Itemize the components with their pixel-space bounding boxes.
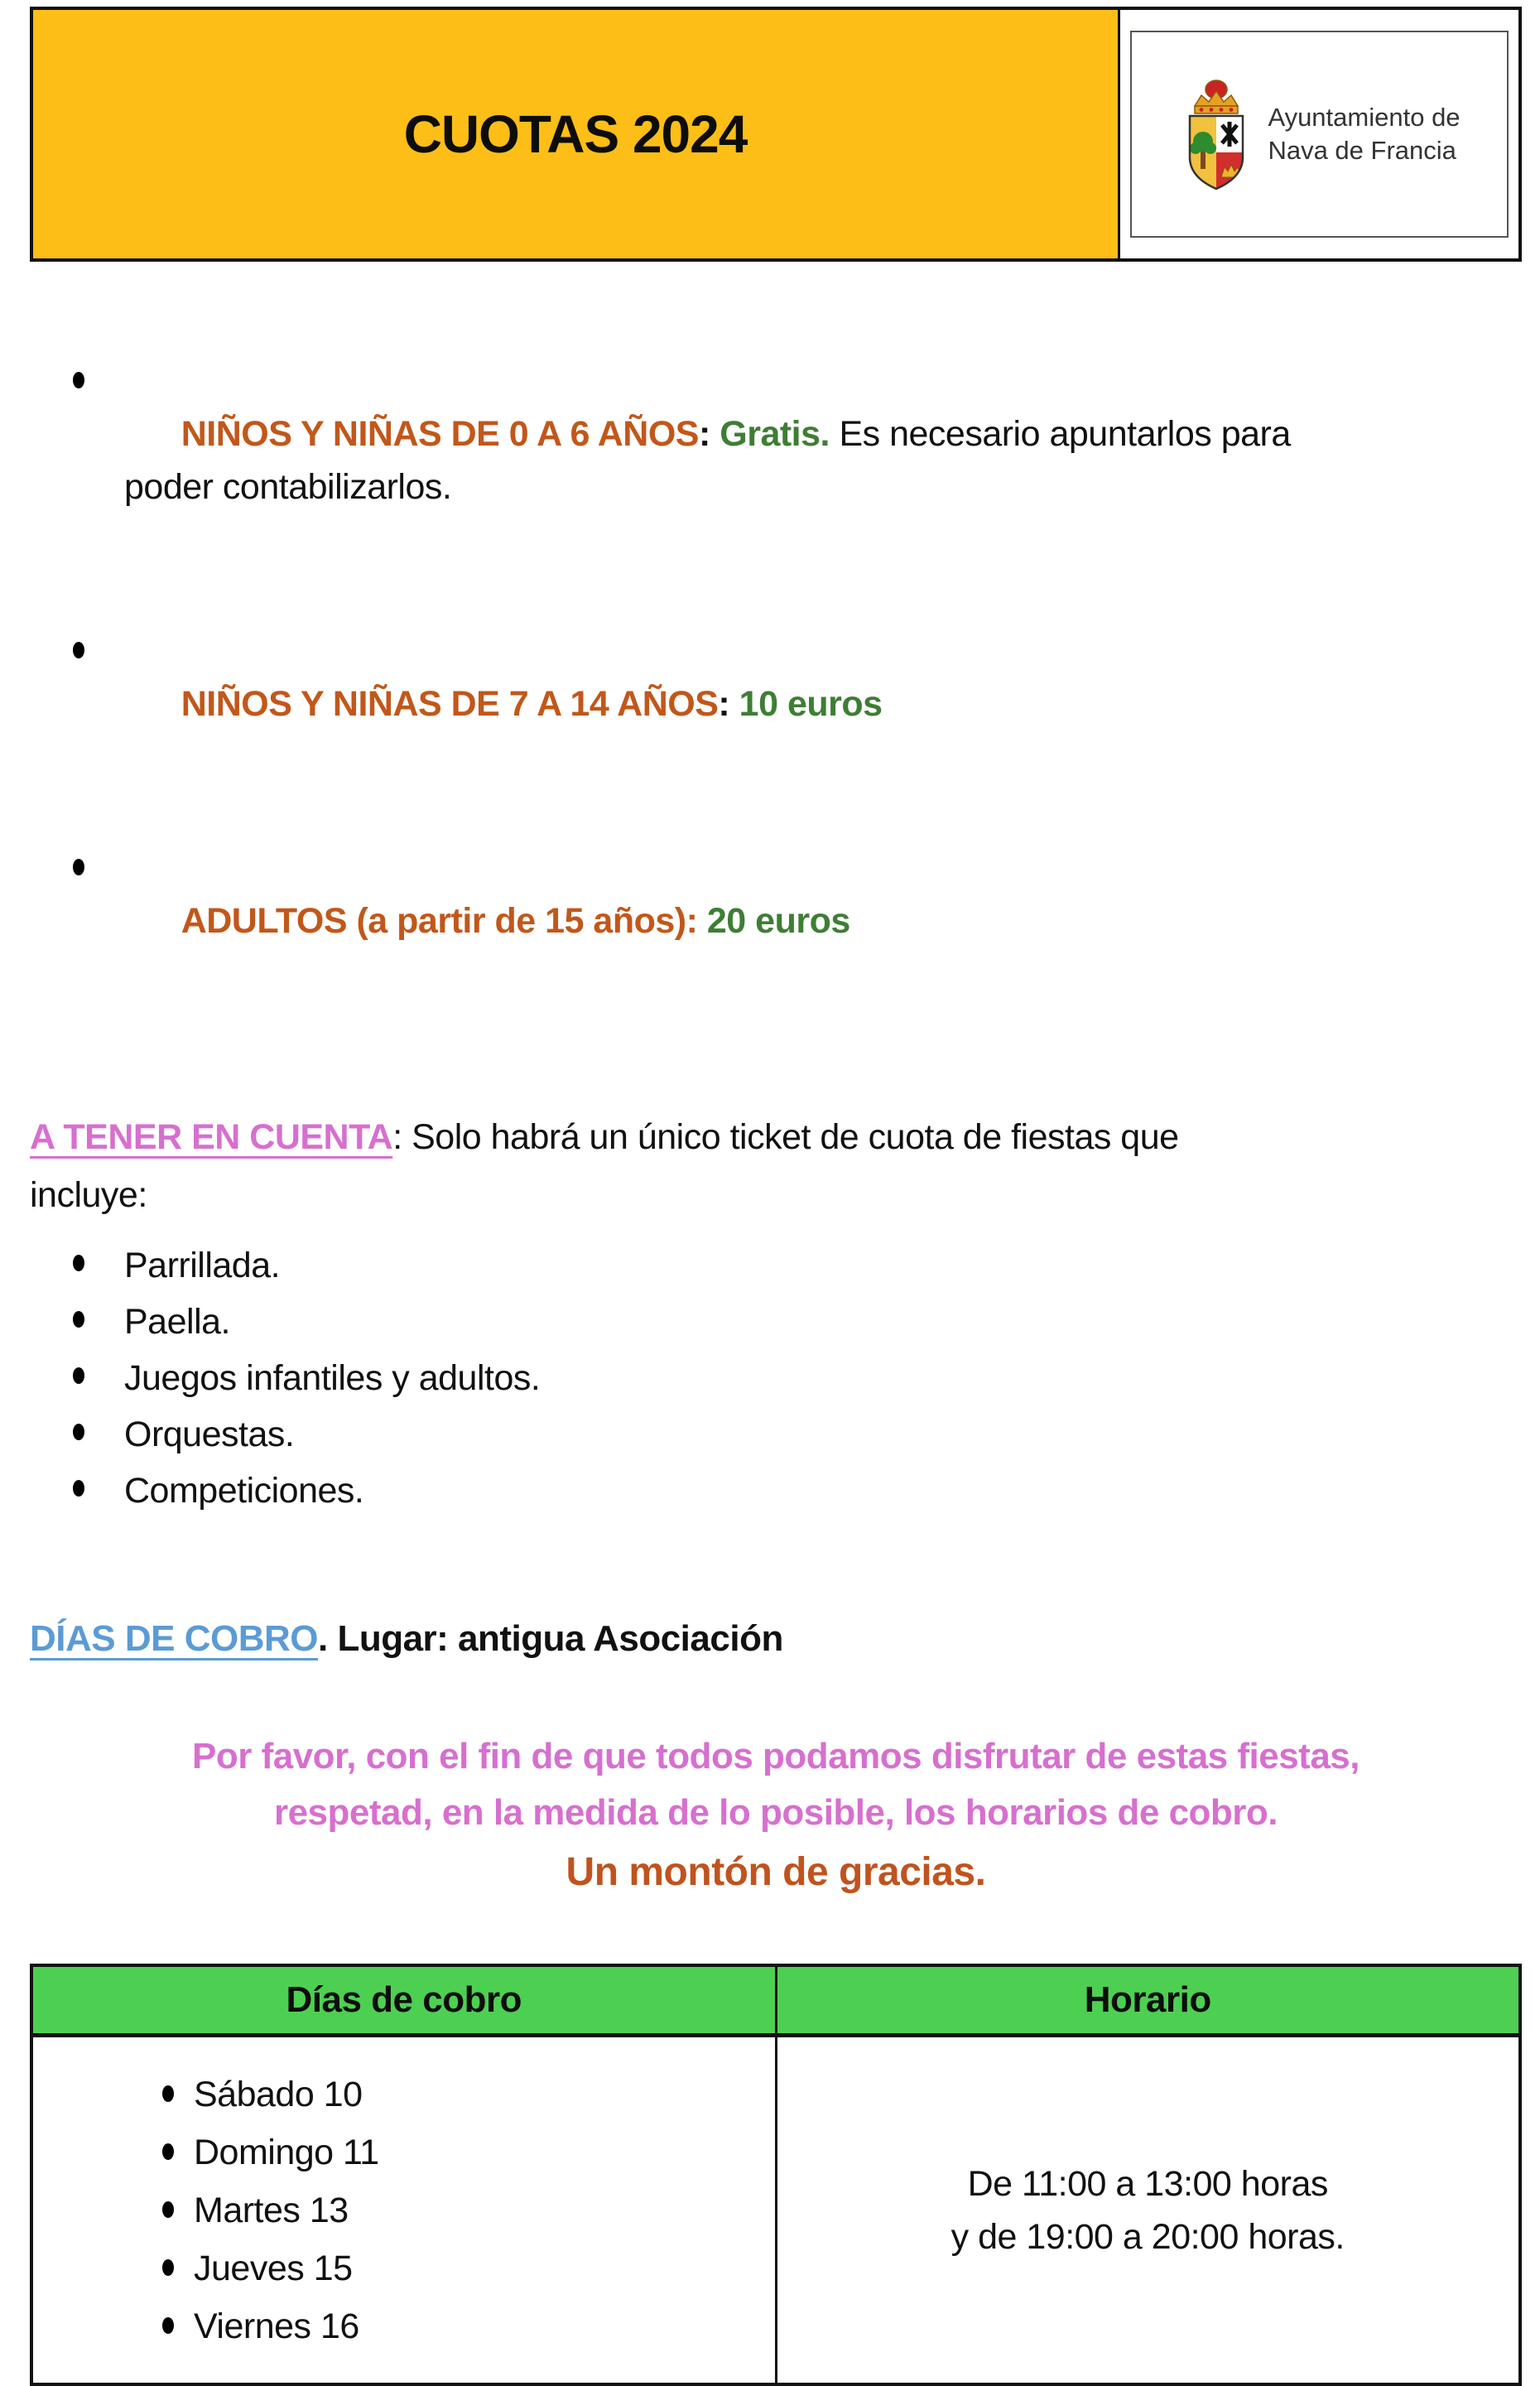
note-text-line2: incluye: — [30, 1175, 147, 1215]
plea-text — [30, 1728, 1522, 1841]
hours-line1: De 11:00 a 13:00 horas — [967, 2163, 1328, 2204]
bullet-icon — [73, 372, 84, 388]
collection-days-line — [30, 1614, 1522, 1664]
ticket-includes-list — [73, 1237, 1522, 1519]
title-banner — [30, 7, 1522, 262]
bullet-icon — [162, 2201, 174, 2218]
fee-item-7-14: NIÑOS Y NIÑAS DE 7 A 14 AÑOS: 10 euros — [73, 624, 1416, 783]
bullet-icon — [73, 1255, 84, 1271]
title-banner-yellow-box — [33, 10, 1120, 258]
column-header-days: Días de cobro — [31, 1965, 776, 2036]
bullet-icon — [73, 1480, 84, 1497]
bullet-icon — [73, 642, 84, 658]
bullet-icon — [162, 2259, 174, 2276]
hours-line2: y de 19:00 a 20:00 horas. — [950, 2216, 1345, 2257]
list-item: Competiciones. — [73, 1463, 1522, 1519]
page-title: CUOTAS 2024 — [403, 104, 748, 164]
bullet-icon — [162, 2085, 174, 2102]
days-cell — [31, 2036, 776, 2385]
municipality-name — [1268, 101, 1460, 168]
municipality-name-line1: Ayuntamiento de — [1268, 102, 1461, 132]
fee-item-0-6: NIÑOS Y NIÑAS DE 0 A 6 AÑOS: Gratis. Es necesario apuntarlos para poder contabilizarlos. — [73, 354, 1416, 566]
list-item: Jueves 15 — [162, 2239, 774, 2297]
municipality-name-line2: Nava de Francia — [1268, 136, 1456, 165]
list-item: Juegos infantiles y adultos. — [73, 1350, 1522, 1406]
note-heading: A TENER EN CUENTA — [30, 1117, 393, 1157]
list-item: Domingo 11 — [162, 2123, 774, 2181]
bullet-icon — [73, 1367, 84, 1384]
bullet-icon — [73, 859, 84, 875]
list-item: Paella. — [73, 1294, 1522, 1350]
fees-list — [73, 354, 1522, 1000]
thanks-text: Un montón de gracias. — [565, 1850, 986, 1894]
note-text-line1: : Solo habrá un único ticket de cuota de fiestas que — [392, 1117, 1179, 1157]
list-item: Sábado 10 — [162, 2065, 774, 2123]
schedule-table — [30, 1964, 1522, 2386]
bullet-icon — [73, 1424, 84, 1440]
bullet-icon — [73, 1311, 84, 1328]
bullet-icon — [162, 2317, 174, 2334]
list-item: Orquestas. — [73, 1406, 1522, 1463]
hours-cell — [776, 2036, 1520, 2385]
table-header-row — [31, 1965, 1520, 2036]
logo-frame — [1130, 31, 1509, 238]
logo-box — [1120, 10, 1518, 258]
collection-place: Lugar: antigua Asociación — [337, 1618, 783, 1659]
list-item: Martes 13 — [162, 2181, 774, 2239]
table-row — [31, 2036, 1520, 2385]
list-item: Parrillada. — [73, 1237, 1522, 1294]
plea-line1: Por favor, con el fin de que todos podamos disfrutar de estas fiestas, — [192, 1736, 1360, 1776]
coat-of-arms-icon — [1178, 76, 1254, 192]
collection-days-separator: . — [317, 1618, 338, 1659]
note-paragraph — [30, 1108, 1522, 1224]
column-header-hours: Horario — [776, 1965, 1520, 2036]
list-item: Viernes 16 — [162, 2297, 774, 2355]
collection-days-heading: DÍAS DE COBRO — [30, 1618, 318, 1659]
plea-line2: respetad, en la medida de lo posible, los horarios de cobro. — [273, 1792, 1278, 1833]
fee-item-adults: ADULTOS (a partir de 15 años): 20 euros — [73, 841, 1416, 1000]
days-list — [162, 2065, 774, 2355]
bullet-icon — [162, 2143, 174, 2160]
